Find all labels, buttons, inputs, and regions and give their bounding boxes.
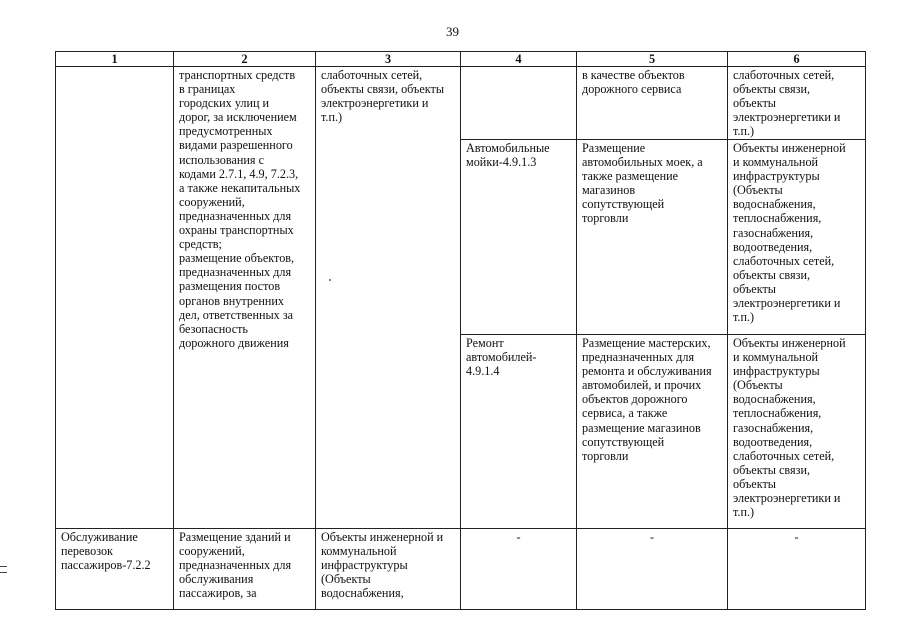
header-col-5: 5 (577, 52, 728, 67)
header-col-4: 4 (461, 52, 577, 67)
cell-aux-use-objects: Объекты инженерной и коммунальной инфраструктуры (Объекты водоснабжения, теплоснабжения, газоснабжения, водоотведения, слаботочных сетей, объекты связи, объекты электроэнергетики и т.п.) (728, 140, 866, 335)
scan-artifact-dot (329, 279, 331, 281)
cell-aux-use-name (461, 67, 577, 140)
cell-aux-use-objects: - (728, 529, 866, 610)
cell-aux-use-description: - (577, 529, 728, 610)
header-col-2: 2 (174, 52, 316, 67)
cell-aux-use-objects: Объекты инженерной и коммунальной инфраструктуры (Объекты водоснабжения, теплоснабжения, газоснабжения, водоотведения, слаботочных сетей, объекты связи, объекты электроэнергетики и т.п.) (728, 335, 866, 529)
cell-main-use-objects: слаботочных сетей, объекты связи, объекты электроэнергетики и т.п.) (316, 67, 461, 529)
cell-aux-use-name: - (461, 529, 577, 610)
cell-aux-use-name: Ремонт автомобилей- 4.9.1.4 (461, 335, 577, 529)
scan-edge-mark (0, 566, 7, 573)
header-col-1: 1 (56, 52, 174, 67)
cell-main-use-description: Размещение зданий и сооружений, предназначенных для обслуживания пассажиров, за (174, 529, 316, 610)
cell-aux-use-description: Размещение мастерских, предназначенных для ремонта и обслуживания автомобилей, и прочих объектов дорожного сервиса, а также размещение магазинов сопутствующей торговли (577, 335, 728, 529)
page-number: 39 (446, 24, 459, 39)
cell-aux-use-objects: слаботочных сетей, объекты связи, объекты электроэнергетики и т.п.) (728, 67, 866, 140)
cell-main-use-name (56, 67, 174, 529)
table-row (56, 67, 866, 140)
cell-main-use-objects: Объекты инженерной и коммунальной инфраструктуры (Объекты водоснабжения, (316, 529, 461, 610)
cell-aux-use-description: Размещение автомобильных моек, а также размещение магазинов сопутствующей торговли (577, 140, 728, 335)
cell-aux-use-name: Автомобильные мойки-4.9.1.3 (461, 140, 577, 335)
cell-main-use-description: транспортных средств в границах городских улиц и дорог, за исключением предусмотренных видами разрешенного использования с кодами 2.7.1, 4.9, 7.2.3, а также некапитальных сооружений, предназначенных для охраны транспортных средств; размещение объектов, предназначенных для размещения постов органов внутренних дел, ответственных за безопасность дорожного движения (174, 67, 316, 529)
cell-aux-use-description: в качестве объектов дорожного сервиса (577, 67, 728, 140)
cell-main-use-name: Обслуживание перевозок пассажиров-7.2.2 (56, 529, 174, 610)
header-col-6: 6 (728, 52, 866, 67)
header-row (56, 52, 866, 67)
land-use-table (55, 51, 866, 610)
table-row (56, 529, 866, 610)
header-col-3: 3 (316, 52, 461, 67)
